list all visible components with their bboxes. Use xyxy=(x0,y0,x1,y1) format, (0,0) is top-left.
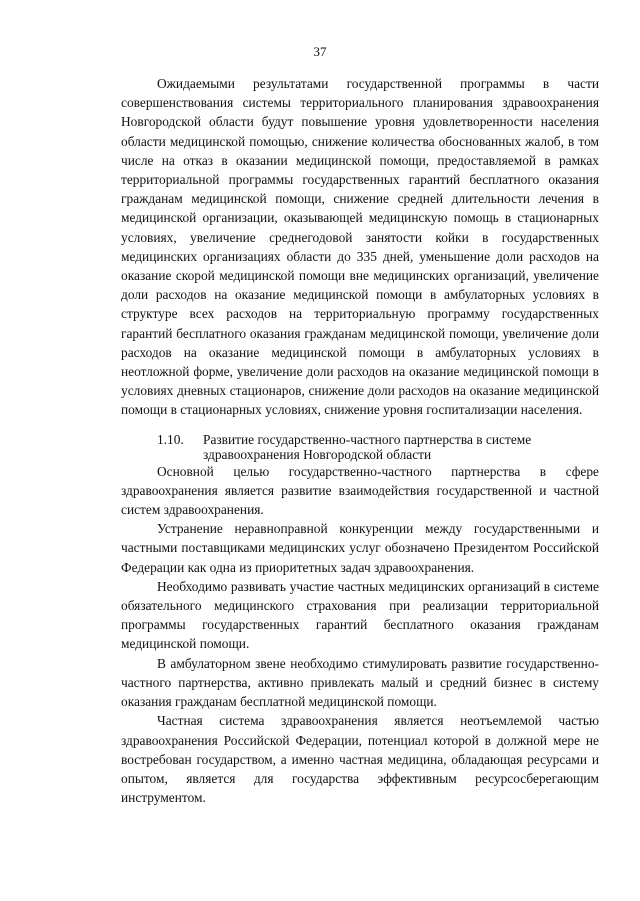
section-title-line1: Развитие государственно-частного партнерства в системе xyxy=(203,431,532,447)
section-paragraph-2: Устранение неравноправной конкуренции между государственными и частными поставщиками медицинских услуг обозначено Президентом Российской Федерации как одна из приоритетных задач здравоохранения. xyxy=(121,521,599,575)
section-paragraph-4: В амбулаторном звене необходимо стимулировать развитие государственно-частного партнерства, активно привлекать малый и средний бизнес в систему оказания гражданам бесплатной медицинской помощи. xyxy=(121,655,599,710)
section-paragraph-5: Частная система здравоохранения является неотъемлемой частью здравоохранения Российской Федерации, потенциал которой в должной мере не востребован государством, а именно частная медицина, обладающая ресурсами и опытом, является для государства эффективным ресурсосберегающим инструментом. xyxy=(121,713,599,806)
section-title-line2: здравоохранения Новгородской области xyxy=(203,446,432,462)
intro-paragraph: Ожидаемыми результатами государственной программы в части совершенствования системы территориального планирования здравоохранения Новгородской области будут повышение уровня удовлетворенности населения области медицинской помощью, снижение количества обоснованных жалоб, в том числе на отказ в оказании медицинской помощи, предоставляемой в рамках территориальной программы государственных гарантий бесплатного оказания гражданам медицинской помощи, снижение средней длительности лечения в медицинской организации, оказывающей медицинскую помощь в стационарных условиях, увеличение среднегодовой занятости койки в государственных медицинских организациях области до 335 дней, уменьшение доли расходов на оказание скорой медицинской помощи вне медицинских организаций, увеличение доли расходов на оказание медицинской помощи в амбулаторных условиях в структуре всех расходов на территориальную программу государственных гарантий бесплатного оказания гражданам медицинской помощи, увеличение доли расходов на оказание медицинской помощи в амбулаторных условиях в неотложной форме, увеличение доли расходов на оказание медицинской помощи в условиях дневных стационаров, снижение доли расходов на оказание медицинской помощи в стационарных условиях, снижение уровня госпитализации населения. xyxy=(121,76,599,418)
section-number: 1.10. xyxy=(157,431,184,447)
page-number: 37 xyxy=(313,44,327,59)
document-body xyxy=(121,74,599,807)
section-paragraph-1: Основной целью государственно-частного партнерства в сфере здравоохранения является развитие взаимодействия государственной и частной систем здравоохранения. xyxy=(121,463,599,518)
section-heading xyxy=(121,432,599,462)
section-paragraph-3: Необходимо развивать участие частных медицинских организаций в системе обязательного медицинского страхования при реализации территориальной программы государственных гарантий бесплатного оказания гражданам медицинской помощи. xyxy=(121,578,599,652)
